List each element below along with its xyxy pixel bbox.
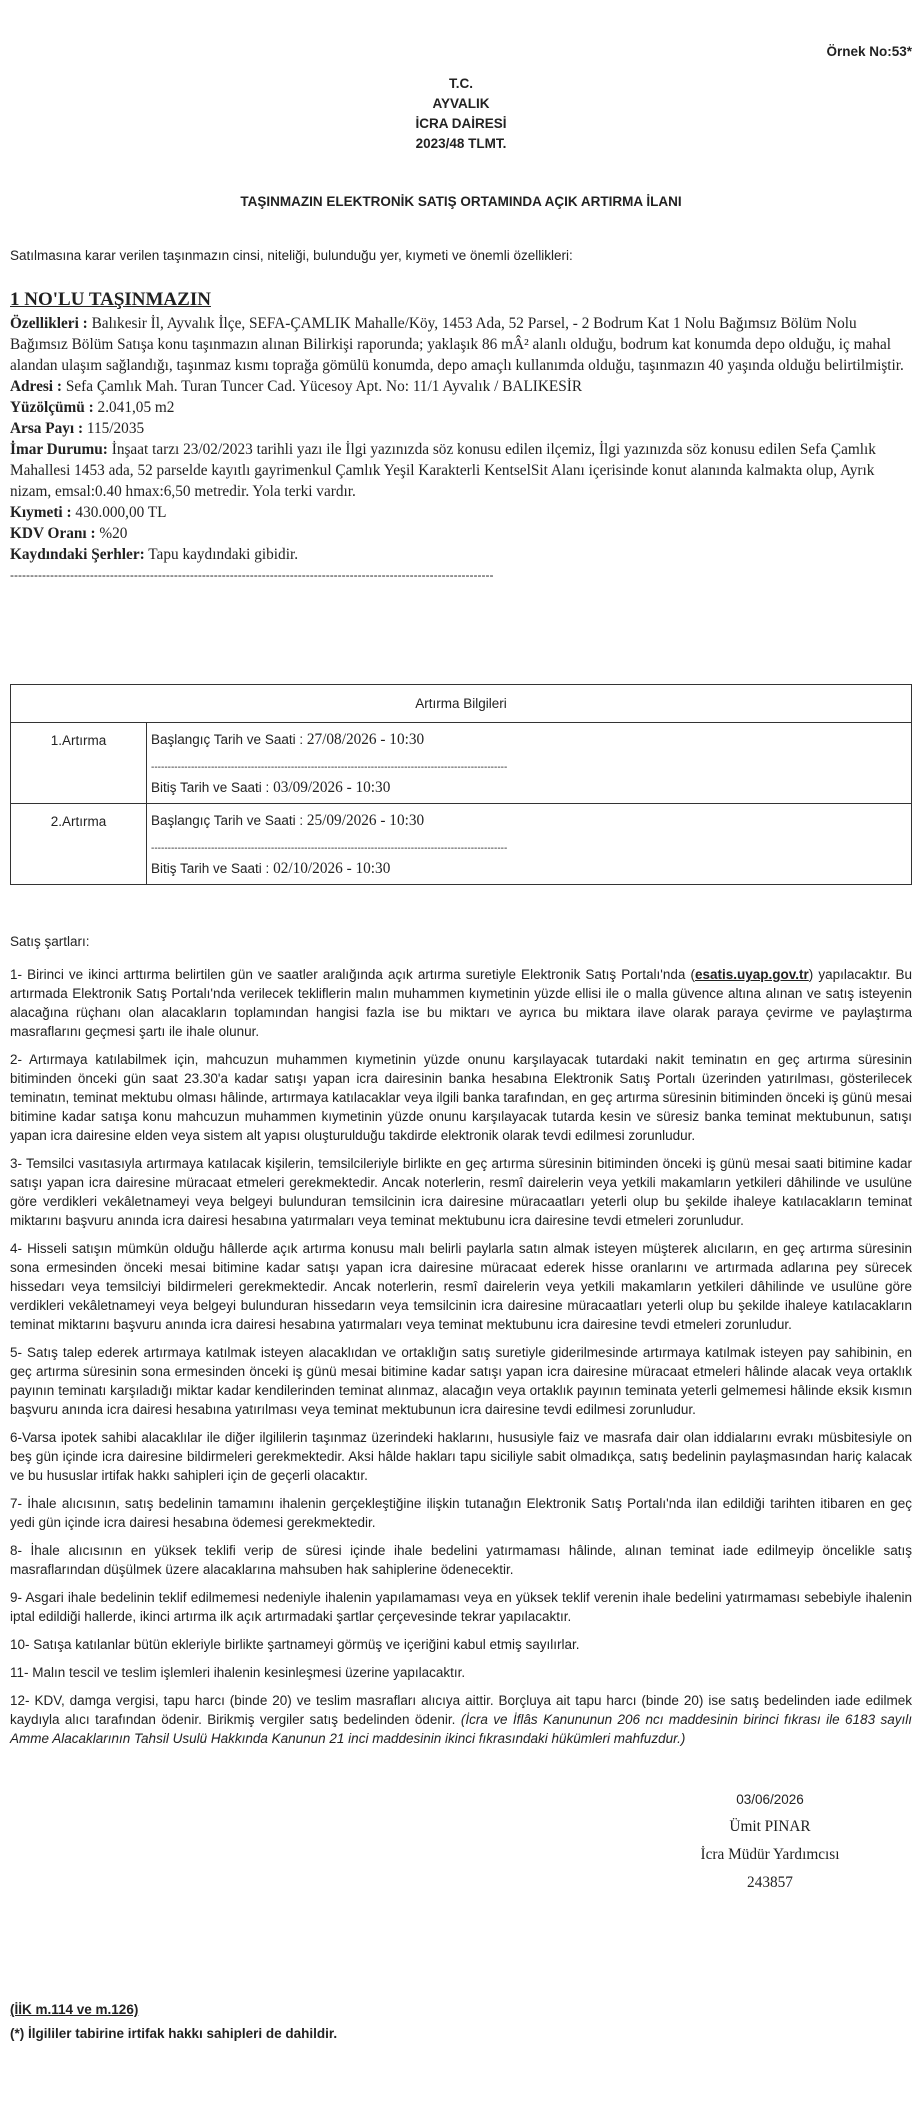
- auction-end: Bitiş Tarih ve Saati : 02/10/2026 - 10:30: [151, 860, 391, 877]
- term-12: 12- KDV, damga vergisi, tapu harcı (binde 20) ve teslim masrafları alıcıya aittir. Borçluya ait tapu harcı (binde 20) ise satış bedelinden iade edilmek kaydıyla alıcı tarafından ödenir. Birikmiş vergiler satış bedelinden ödenir. (İcra ve İflâs Kanununun 206 ncı maddesinin birinci fıkrası ile 6183 sayılı Amme Alacaklarının Tahsil Usulü Hakkında Kanunun 21 inci maddesinin ikinci fıkrasındaki hükümleri mahfuzdur.): [10, 1693, 912, 1746]
- property-value: Kıymeti : 430.000,00 TL: [10, 504, 167, 521]
- term-3: 3- Temsilci vasıtasıyla artırmaya katılacak kişilerin, temsilcileriyle birlikte en geç artırma süresinin bitiminden önceki iş günü mesai saati bitimine kadar satışı yapan icra dairesine müracaat etmeleri gerekmektedir. Ancak noterlerin, resmî dairelerin veya yetkili makamların yetkileri dâhilinde ve usulüne göre verdikleri vekâletnameyi veya belgeyi bulunduran temsilcinin icra dairesine müracaatları yeterli olup bu şekilde ihaleye katılacakların teminat miktarını başvuru anında icra dairesi hesabına yatırmaları veya teminat mektubunu icra dairesine tevdi etmeleri zorunludur.: [10, 1156, 912, 1228]
- office-header: [10, 74, 912, 154]
- auction-row-2: [11, 804, 912, 885]
- header-line-file: 2023/48 TLMT.: [415, 136, 507, 151]
- auction-row-info: [147, 804, 912, 885]
- header-line-city: AYVALIK: [432, 96, 490, 111]
- auction-table: [10, 684, 912, 885]
- sale-terms: [10, 932, 912, 1757]
- term-11: 11- Malın tescil ve teslim işlemleri ihalenin kesinleşmesi üzerine yapılacaktır.: [10, 1665, 466, 1680]
- signature-block: [630, 1792, 910, 1897]
- auction-start: Başlangıç Tarih ve Saati : 27/08/2026 - 10:30: [151, 731, 425, 748]
- term-4: 4- Hisseli satışın mümkün olduğu hâllerde açık artırma konusu malı belirli paylarla satın almak isteyen müşterek alıcıların, en geç artırma süresinin sona ermesinden önceki mesai bitimine kadar satışı yapan icra dairesine müracaat ederek hisse oranlarını ve artırmada adlarına pey sürecek hissedarı veya temsilciyi bildirmeleri gerekmektedir. Ancak noterlerin, resmî dairelerin veya yetkili makamların yetkileri dâhilinde ve usulüne göre verdikleri vekâletnameyi veya belgeyi bulunduran hissedarın veya temsilcinin icra dairesine müracaatları yeterli olup bu şekilde ihaleye katılacakların teminat miktarını başvuru anında icra dairesi hesabına yatırmaları veya teminat mektubunu icra dairesine tevdi etmeleri zorunludur.: [10, 1241, 912, 1332]
- auction-end: Bitiş Tarih ve Saati : 03/09/2026 - 10:30: [151, 779, 391, 796]
- term-1: 1- Birinci ve ikinci arttırma belirtilen gün ve saatler aralığında açık artırma suretiyle Elektronik Satış Portalı'nda (esatis.uyap.gov.tr) yapılacaktır. Bu artırmada Elektronik Satış Portalı'nda verilecek tekliflerin malın muhammen kıymetinin yüzde ellisi ile o malla güvence altına alınan ve satış isteyenin alacağına rüçhanı olan alacakların toplamından hangisi fazla ise bu miktarı ve ayrıca bu miktara ilave olarak paraya çevirme ve paylaştırma masraflarını geçmesi şartı ile ihale olunur.: [10, 967, 912, 1039]
- property-address: Adresi : Sefa Çamlık Mah. Turan Tuncer Cad. Yücesoy Apt. No: 11/1 Ayvalık / BALIKESİR: [10, 378, 583, 395]
- term-10: 10- Satışa katılanlar bütün ekleriyle birlikte şartnameyi görmüş ve içeriğini kabul etmiş sayılırlar.: [10, 1637, 580, 1652]
- property-vat: KDV Oranı : %20: [10, 525, 128, 542]
- term-9: 9- Asgari ihale bedelinin teklif edilmemesi nedeniyle ihalenin yapılamaması veya en yüksek teklif verenin ihale bedelini yatırmaması sebebiyle ihalenin iptal edildiği hallerde, ikinci artırma ilk açık artırmadaki şartlar çerçevesinde tekrar yapılacaktır.: [10, 1590, 912, 1624]
- property-annotations: Kaydındaki Şerhler: Tapu kaydındaki gibidir.: [10, 546, 299, 563]
- property-title: 1 NO'LU TAŞINMAZIN: [10, 289, 211, 310]
- signature-title: İcra Müdür Yardımcısı: [700, 1846, 840, 1863]
- ornek-number: Örnek No:53*: [826, 44, 912, 59]
- auction-row-label: 1.Artırma: [11, 723, 147, 804]
- auction-row-1: [11, 723, 912, 804]
- auction-separator: -----------------------------------------------------------------------------------------------------------: [151, 762, 508, 773]
- property-divider: -------------------------------------------------------------------------------------------------------------------------: [10, 568, 494, 582]
- property-area: Yüzölçümü : 2.041,05 m2: [10, 399, 175, 416]
- property-section: [10, 287, 912, 586]
- signature-date: 03/06/2026: [736, 1792, 804, 1807]
- signature-number: 243857: [747, 1874, 793, 1891]
- term-8: 8- İhale alıcısının en yüksek teklifi verip de süresi içinde ihale bedelini yatırmaması hâlinde, alınan teminat iade edilmeyip öncelikle satış masraflarından düşülmek üzere alacaklarına mahsuben hak sahiplerine ödenecektir.: [10, 1543, 912, 1577]
- auction-separator: -----------------------------------------------------------------------------------------------------------: [151, 843, 508, 854]
- esatis-link[interactable]: esatis.uyap.gov.tr: [694, 967, 809, 982]
- announcement-title: TAŞINMAZIN ELEKTRONİK SATIŞ ORTAMINDA AÇIK ARTIRMA İLANI: [240, 194, 682, 209]
- term-5: 5- Satış talep ederek artırmaya katılmak isteyen alacaklıdan ve ortaklığın satış suretiyle giderilmesinde artırmaya katılmak isteyen pay sahibinin, en geç artırma süresinin sona ermesinden önceki iş günü mesai bitimine kadar satışı yapan icra dairesine müracaat etmeleri hâlinde alacak veya ortaklık payının teminatı karşıladığı miktar kadar kendilerinden teminat alınmaz, alacağın veya ortaklık payının teminata yeterli gelmemesi hâlinde eksik kısmın başvuru anında icra dairesi hesabına yatırılması veya teminat mektubunun icra dairesine tevdi edilmesi zorunludur.: [10, 1345, 912, 1417]
- term-2: 2- Artırmaya katılabilmek için, mahcuzun muhammen kıymetinin yüzde onunu karşılayacak tutardaki nakit teminatın en geç artırma süresinin bitiminden önceki gün saat 23.30'a kadar satışı yapan icra dairesinin banka hesabına Elektronik Satış Portalı üzerinden yatırılması, gösterilecek teminatın, teminat mektubu olması hâlinde, artırmaya katılacaklar veya ilgili banka tarafından, en geç artırma süresinin bitiminden önceki iş günü mesai bitimine kadar satışa konu mahcuzun muhammen kıymetinin yüzde onunu karşılayacak tutarda kesin ve süresiz banka teminat mektubunun, satışı yapan icra dairesine elden veya sistem alt yapısı oluşturulduğu takdirde elektronik olarak tevdi edilmesi zorunludur.: [10, 1052, 912, 1143]
- signature-name: Ümit PINAR: [729, 1818, 811, 1835]
- auction-row-info: [147, 723, 912, 804]
- term-6: 6-Varsa ipotek sahibi alacaklılar ile diğer ilgililerin taşınmaz üzerindeki haklarını, hususiyle faiz ve masrafa dair olan iddialarını evrakı müsbitesiyle on beş gün içinde icra dairesine bildirmeleri gerekmektedir. Aksi hâlde hakları tapu siciliyle sabit olmadıkça, satış bedelinin paylaşmasından hariç kalacak ve bu hususlar irtifak hakkı sahipleri için de geçerli olacaktır.: [10, 1430, 912, 1483]
- auction-start: Başlangıç Tarih ve Saati : 25/09/2026 - 10:30: [151, 812, 425, 829]
- footer: [10, 1998, 337, 2046]
- terms-heading: Satış şartları:: [10, 934, 90, 949]
- property-zoning: İmar Durumu: İnşaat tarzı 23/02/2023 tarihli yazı ile İlgi yazınızda söz konusu edilen ilçemiz, İlgi yazınızda söz konusu edilen Sefa Çamlık Mahallesi 1453 ada, 52 parselde kayıtlı gayrimenkul Çamlık Yeşil Karakterli KentselSit Alanı içerisinde konut alanında kalmakta olup, Ayrık nizam, emsal:0.40 hmax:6,50 metredir. Yola terki vardır.: [10, 441, 876, 500]
- header-line-tc: T.C.: [448, 76, 473, 91]
- footer-note: (*) İlgililer tabirine irtifak hakkı sahipleri de dahildir.: [10, 2026, 338, 2041]
- header-line-office: İCRA DAİRESİ: [415, 116, 507, 131]
- property-features: Özellikleri : Balıkesir İl, Ayvalık İlçe, SEFA-ÇAMLIK Mahalle/Köy, 1453 Ada, 52 Parsel, - 2 Bodrum Kat 1 Nolu Bağımsız Bölüm Nolu Bağımsız Bölüm Satışa konu taşınmazın alınan Bilirkişi raporunda; yaklaşık 86 mÂ² alanlı olduğu, bodrum kat konumda depo olduğu, iç mahal alandan ulaşım sağlandığı, taşınmaz kısmı toprağa gömülü konumda, depo amaçlı kullanımda olduğu, taşınmazın 40 yaşında olduğu belirtilmiştir.: [10, 315, 904, 374]
- intro-text: Satılmasına karar verilen taşınmazın cinsi, niteliği, bulunduğu yer, kıymeti ve önemli özellikleri:: [10, 248, 573, 263]
- property-land-share: Arsa Payı : 115/2035: [10, 420, 145, 437]
- term-7: 7- İhale alıcısının, satış bedelinin tamamını ihalenin gerçekleştiğine ilişkin tutanağın Elektronik Satış Portalı'nda ilan edildiği tarihten itibaren en geç yedi gün içinde icra dairesi hesabına ödemesi gerekmektedir.: [10, 1496, 912, 1530]
- auction-table-title: Artırma Bilgileri: [11, 685, 912, 723]
- footer-law-ref: (İİK m.114 ve m.126): [10, 2002, 139, 2017]
- auction-row-label: 2.Artırma: [11, 804, 147, 885]
